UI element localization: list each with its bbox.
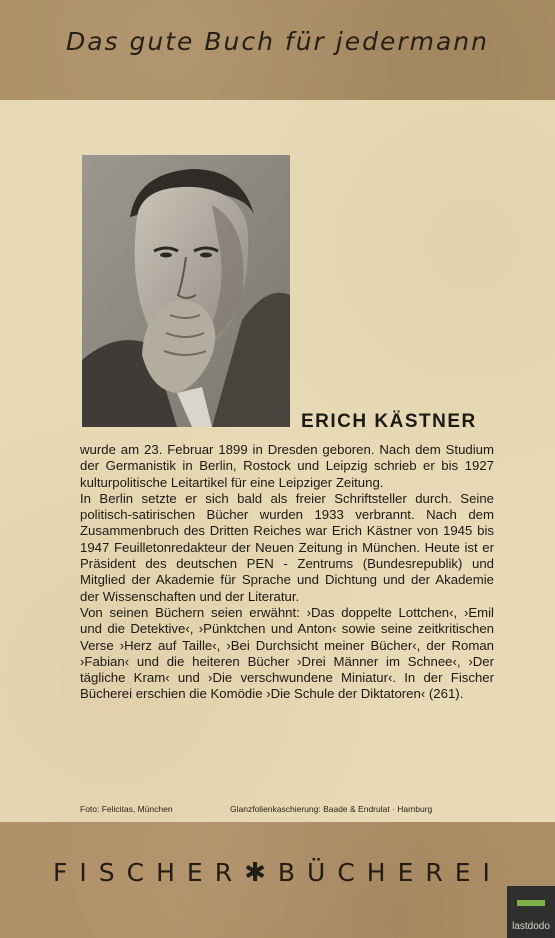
author-photo	[82, 155, 290, 427]
photo-credit: Foto: Felicitas, München	[80, 804, 173, 814]
author-portrait-illustration	[82, 155, 290, 427]
author-biography	[80, 442, 494, 703]
publisher-imprint	[0, 858, 555, 888]
watermark-badge	[507, 886, 555, 938]
series-tagline: Das gute Buch für jedermann	[65, 27, 489, 56]
lamination-credit: Glanzfolienkaschierung: Baade & Endrulat · Hamburg	[230, 804, 433, 814]
bio-paragraph: Von seinen Büchern seien erwähnt: ›Das doppelte Lottchen‹, ›Emil und die Detektive‹, ›Pünktchen und Anton‹ sowie seine zeitkritischen Verse ›Herz auf Taille‹, ›Bei Durchsicht meiner Bücher‹, der Roman ›Fabian‹ und die heiteren Bücher ›Drei Männer im Schnee‹, ›Der tägliche Kram‹ und ›Die verschwundene Miniatur‹. In der Fischer Bücherei erschien die Komödie ›Die Schule der Diktatoren‹ (261).	[80, 604, 494, 702]
author-name: ERICH KÄSTNER	[301, 411, 477, 432]
publisher-name-left: FISCHER	[53, 858, 245, 887]
bio-paragraph: wurde am 23. Februar 1899 in Dresden geboren. Nach dem Studium der Germanistik in Berlin, Rostock und Leipzig schrieb er bis 1927 kulturpolitische Leitartikel für eine Leipziger Zeitung.	[80, 442, 494, 490]
publisher-name-right: BÜCHEREI	[277, 858, 502, 887]
asterisk-icon: ✱	[244, 858, 278, 888]
bio-paragraph: In Berlin setzte er sich bald als freier Schriftsteller durch. Seine politisch-satirischen Bücher wurden 1933 verbrannt. Nach dem Zusammenbruch des Dritten Reiches war Erich Kästner von 1945 bis 1947 Feuilletonredakteur der Neuen Zeitung in München. Heute ist er Präsident des deutschen PEN - Zentrums (Bundesrepublik) und Mitglied der Akademie für Sprache und Dichtung und der Akademie der Wissenschaften und der Literatur.	[80, 490, 494, 604]
top-band	[0, 0, 555, 100]
watermark-logo-icon	[517, 900, 545, 906]
watermark-label: lastdodo	[512, 921, 550, 932]
